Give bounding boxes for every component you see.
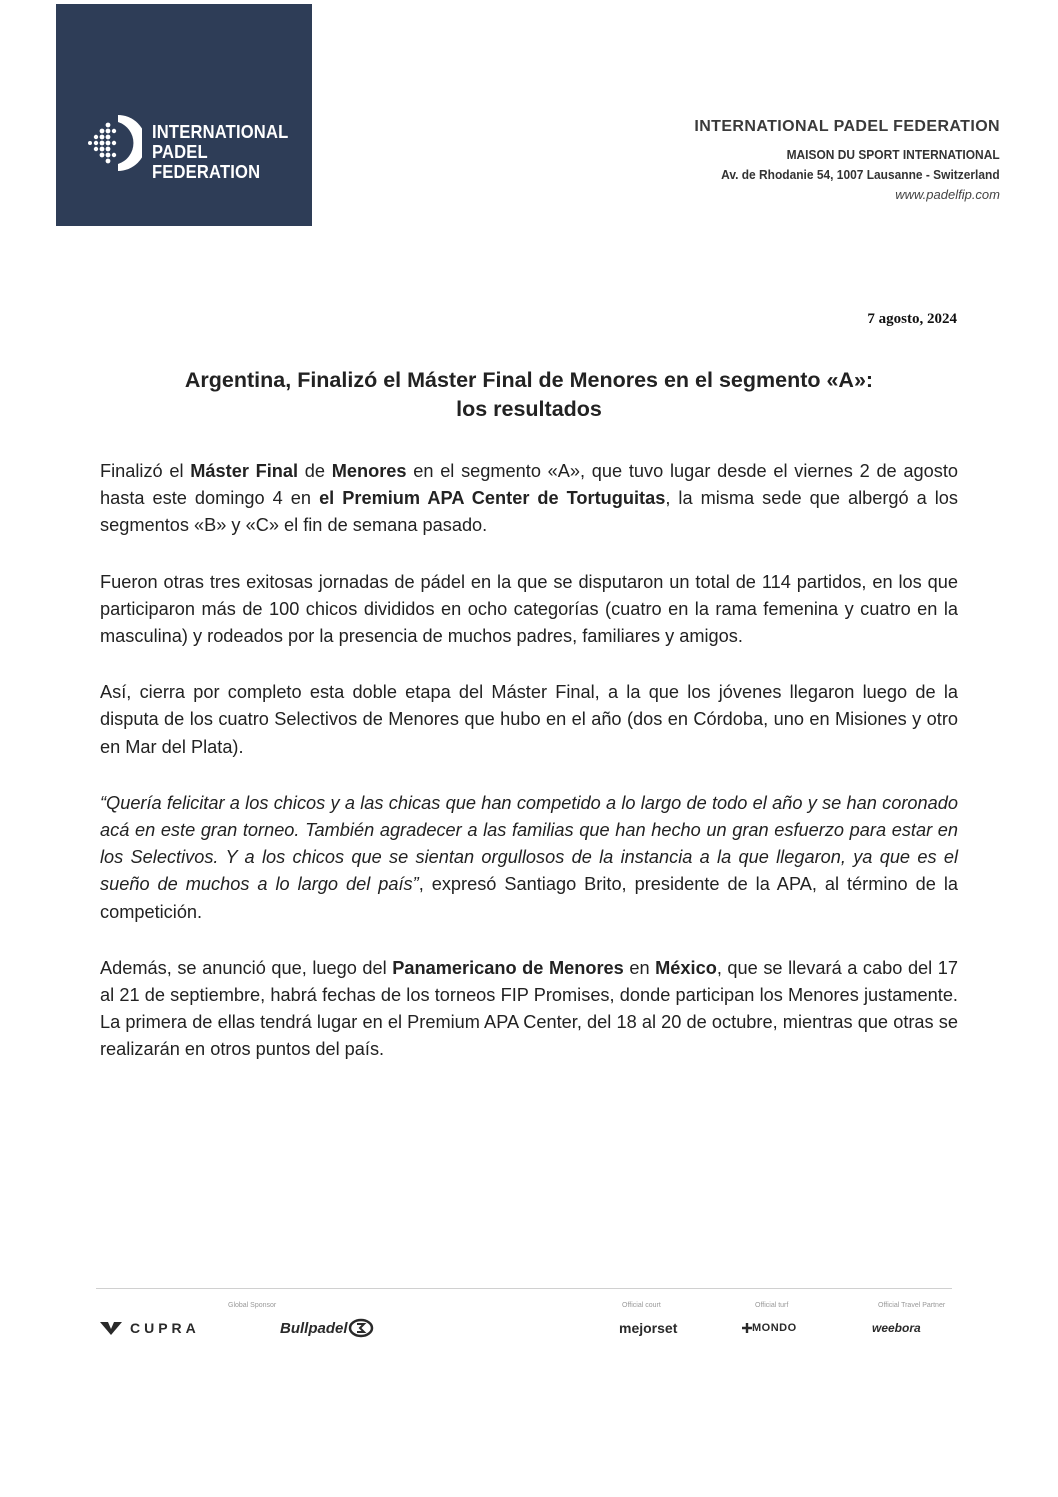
- organization-address: [694, 118, 1000, 205]
- p4-quote: “Quería felicitar a los chicos y a las chicas que han competido a lo largo de todo el año y se han coronado acá en este gran torneo. También agradecer a las familias que han hecho un gran esfuerzo para estar en los Selectivos. Y a los chicos que se sientan orgullosos de la instancia a la que llegaron, ya que es el sueño de muchos a lo largo del país”: [100, 792, 958, 895]
- official-court-label: Official court: [622, 1302, 661, 1309]
- paragraph-3: Así, cierra por completo esta doble etapa del Máster Final, a la que los jóvenes llegaron luego de la disputa de los cuatro Selectivos de Menores que hubo en el año (dos en Córdoba, uno en Misiones y otro en Mar del Plata).: [100, 682, 958, 757]
- p1-text-4: , la misma sede que albergó a los segmentos «B» y «C» el fin de semana pasado.: [100, 488, 959, 536]
- weebora-logo: [872, 1316, 921, 1340]
- document-body: [100, 458, 958, 1093]
- org-building: MAISON DU SPORT INTERNATIONAL: [786, 147, 1000, 162]
- p4-attribution: , expresó Santiago Brito, presidente de la APA, al término de la competición.: [100, 874, 958, 922]
- p5-bold-panamericano: Panamericano de Menores: [392, 957, 624, 978]
- travel-partner-label: Official Travel Partner: [878, 1302, 946, 1309]
- p1-bold-menores: Menores: [331, 461, 407, 481]
- mejorset-logo: [619, 1316, 677, 1340]
- mejorset-text: mejorset: [619, 1320, 678, 1336]
- paragraph-2: Fueron otras tres exitosas jornadas de pádel en la que se disputaron un total de 114 partidos, en los que participaron más de 100 chicos divididos en ocho categorías (cuatro en la rama femenina y cuatro en la masculina) y rodeados por la presencia de muchos padres, familiares y amigos.: [100, 571, 958, 647]
- title-line-1: Argentina, Finalizó el Máster Final de Menores en el segmento «A»:: [184, 368, 874, 392]
- weebora-text: weebora: [872, 1321, 921, 1335]
- p5-text-2: en: [623, 957, 656, 978]
- p5-text-3: , que se llevará a cabo del 17 al 21 de septiembre, habrá fechas de los torneos FIP Promises, donde participan los Menores justamente. La primera de ellas tendrá lugar en el Premium APA Center, del 18 al 20 de octubre, mientras que otras se realizarán en otros puntos del país.: [100, 957, 959, 1060]
- p1-bold-master-final: Máster Final: [190, 461, 299, 481]
- cupra-text: CUPRA: [130, 1320, 200, 1336]
- footer-divider: [96, 1288, 952, 1289]
- p1-bold-venue: el Premium APA Center de Tortuguitas: [319, 488, 666, 509]
- document-title: [100, 366, 958, 424]
- mondo-mark-icon: [742, 1323, 752, 1333]
- cupra-logo: [100, 1316, 200, 1340]
- org-website-link[interactable]: www.padelfip.com: [895, 187, 1000, 202]
- bullpadel-text: Bullpadel: [280, 1319, 348, 1337]
- p1-text-1: Finalizó el: [100, 461, 191, 481]
- p1-text-2: de: [298, 461, 332, 481]
- ipf-logo-block: [56, 4, 312, 226]
- bullpadel-emblem-icon: [348, 1318, 374, 1338]
- p5-bold-mexico: México: [655, 957, 717, 978]
- logo-line-2: PADEL: [152, 142, 208, 162]
- mondo-logo: [742, 1316, 797, 1340]
- paragraph-5: [100, 955, 958, 1064]
- logo-line-1: INTERNATIONAL: [152, 122, 289, 142]
- paragraph-1: [100, 458, 958, 540]
- global-sponsor-label: Global Sponsor: [228, 1302, 277, 1309]
- p1-text-3: en el segmento «A», que tuvo lugar desde el viernes 2 de agosto hasta este domingo 4 en: [100, 461, 958, 509]
- paragraph-4: [100, 790, 958, 926]
- title-line-2: los resultados: [456, 397, 602, 421]
- logo-wordmark: [152, 122, 288, 182]
- official-turf-label: Official turf: [755, 1302, 789, 1309]
- logo-line-3: FEDERATION: [152, 162, 261, 182]
- ipf-ball-logo-icon: [84, 112, 142, 174]
- cupra-triangle-icon: [100, 1321, 122, 1335]
- mondo-text: MONDO: [752, 1322, 797, 1334]
- org-name: INTERNATIONAL PADEL FEDERATION: [694, 118, 1000, 135]
- document-date: 7 agosto, 2024: [867, 311, 957, 327]
- bullpadel-logo: [280, 1316, 374, 1340]
- org-street: Av. de Rhodanie 54, 1007 Lausanne - Switzerland: [721, 167, 1000, 182]
- p5-text-1: Además, se anunció que, luego del: [100, 957, 393, 978]
